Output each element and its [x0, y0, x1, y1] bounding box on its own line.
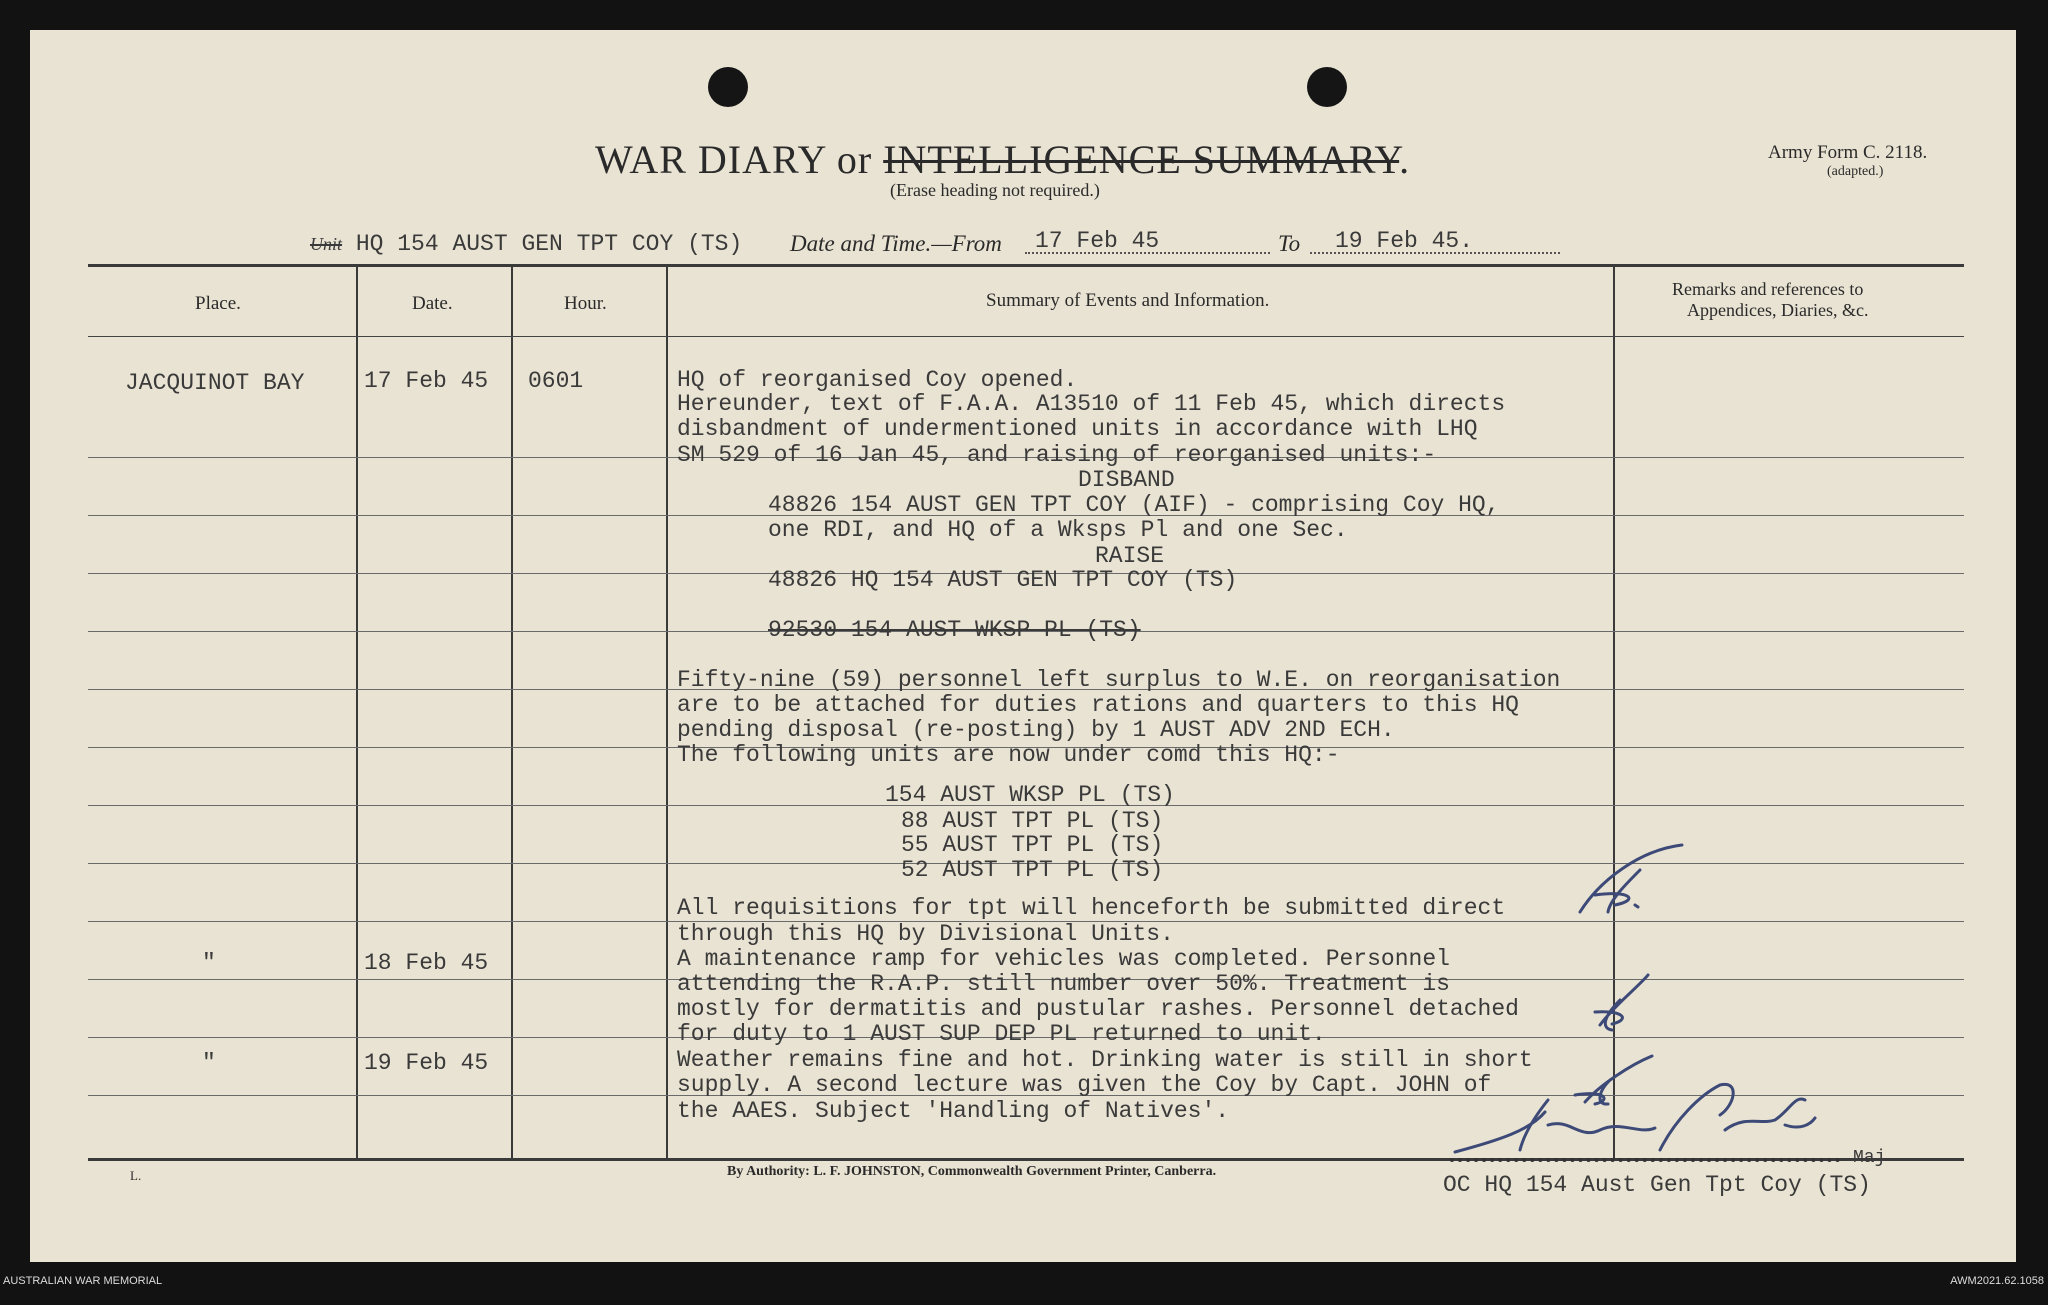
col-remarks-line2: Appendices, Diaries, &c.	[1687, 300, 1869, 320]
summary-line: for duty to 1 AUST SUP DEP PL returned to unit.	[677, 1021, 1326, 1047]
summary-line: A maintenance ramp for vehicles was completed. Personnel	[677, 946, 1450, 972]
entry-date: 17 Feb 45	[364, 368, 489, 394]
summary-line: supply. A second lecture was given the Coy by Capt. JOHN of	[677, 1072, 1492, 1098]
summary-line: 48826 HQ 154 AUST GEN TPT COY (TS)	[768, 567, 1238, 593]
col-place: Place.	[195, 293, 241, 314]
unit-name: HQ 154 AUST GEN TPT COY (TS)	[355, 231, 743, 257]
unit-list-item: 88 AUST TPT PL (TS)	[901, 808, 1164, 834]
summary-line: SM 529 of 16 Jan 45, and raising of reorganised units:-	[677, 442, 1437, 468]
entry-date: 18 Feb 45	[364, 950, 489, 976]
summary-line: disbandment of undermentioned units in accordance with LHQ	[677, 416, 1478, 442]
summary-line: the AAES. Subject 'Handling of Natives'.	[677, 1098, 1230, 1124]
credit-left: AUSTRALIAN WAR MEMORIAL	[3, 1275, 163, 1287]
entry-place: "	[202, 1050, 216, 1076]
unit-list-item: 52 AUST TPT PL (TS)	[901, 857, 1164, 883]
entry-hour: 0601	[528, 368, 584, 394]
rank: Maj	[1853, 1148, 1886, 1168]
form-adapted: (adapted.)	[1827, 164, 1884, 179]
initial-mark	[1595, 975, 1648, 1030]
subtitle: (Erase heading not required.)	[890, 180, 1100, 200]
summary-line: mostly for dermatitis and pustular rashes. Personnel detached	[677, 996, 1519, 1022]
signature	[1455, 1084, 1815, 1152]
summary-line: attending the R.A.P. still number over 50%. Treatment is	[677, 971, 1450, 997]
initial-mark	[1575, 1056, 1652, 1104]
date-to-label: To	[1278, 231, 1301, 256]
col-hour: Hour.	[564, 293, 607, 314]
authority-line: By Authority: L. F. JOHNSTON, Commonwealth Government Printer, Canberra.	[727, 1164, 1217, 1179]
summary-heading-disband: DISBAND	[1078, 467, 1175, 493]
date-from-label: Date and Time.—From	[790, 231, 1002, 256]
signatory: OC HQ 154 Aust Gen Tpt Coy (TS)	[1443, 1172, 1871, 1198]
col-remarks-line1: Remarks and references to	[1672, 279, 1864, 299]
summary-line: The following units are now under comd this HQ:-	[677, 742, 1340, 768]
credit-bar	[0, 1262, 2048, 1305]
summary-line: through this HQ by Divisional Units.	[677, 921, 1174, 947]
entry-place: JACQUINOT BAY	[125, 370, 305, 396]
form-ref: Army Form C. 2118.	[1768, 142, 1928, 163]
summary-heading-raise: RAISE	[1095, 543, 1165, 569]
summary-line: pending disposal (re-posting) by 1 AUST ADV 2ND ECH.	[677, 717, 1395, 743]
summary-line: Weather remains fine and hot. Drinking water is still in short	[677, 1047, 1533, 1073]
summary-line: Fifty-nine (59) personnel left surplus to W.E. on reorganisation	[677, 667, 1561, 693]
summary-line: HQ of reorganised Coy opened.	[677, 367, 1078, 393]
date-from: 17 Feb 45	[1035, 228, 1160, 254]
credit-right: AWM2021.62.1058	[1950, 1275, 2044, 1287]
date-to: 19 Feb 45.	[1335, 228, 1474, 254]
summary-line-struck: 92530 154 AUST WKSP PL (TS)	[768, 617, 1141, 643]
unit-list-item: 55 AUST TPT PL (TS)	[901, 832, 1164, 858]
initial-mark	[1580, 845, 1682, 912]
entry-date: 19 Feb 45	[364, 1050, 489, 1076]
col-date: Date.	[412, 293, 453, 314]
title-struck: INTELLIGENCE SUMMARY	[883, 137, 1400, 182]
summary-line: one RDI, and HQ of a Wksps Pl and one Sec.	[768, 517, 1348, 543]
entry-place: "	[202, 950, 216, 976]
title-war-diary: WAR DIARY or INTELLIGENCE SUMMARY.	[595, 137, 1411, 182]
footer-left-mark: L.	[130, 1168, 142, 1183]
summary-line: Hereunder, text of F.A.A. A13510 of 11 Feb 45, which directs	[677, 391, 1506, 417]
summary-line: 48826 154 AUST GEN TPT COY (AIF) - comprising Coy HQ,	[768, 492, 1500, 518]
unit-line: Unit HQ 154 AUST GEN TPT COY (TS)	[310, 231, 743, 257]
col-summary: Summary of Events and Information.	[986, 290, 1270, 311]
unit-list-item: 154 AUST WKSP PL (TS)	[885, 782, 1175, 808]
summary-line: are to be attached for duties rations and quarters to this HQ	[677, 692, 1519, 718]
summary-line: All requisitions for tpt will henceforth be submitted direct	[677, 895, 1506, 921]
